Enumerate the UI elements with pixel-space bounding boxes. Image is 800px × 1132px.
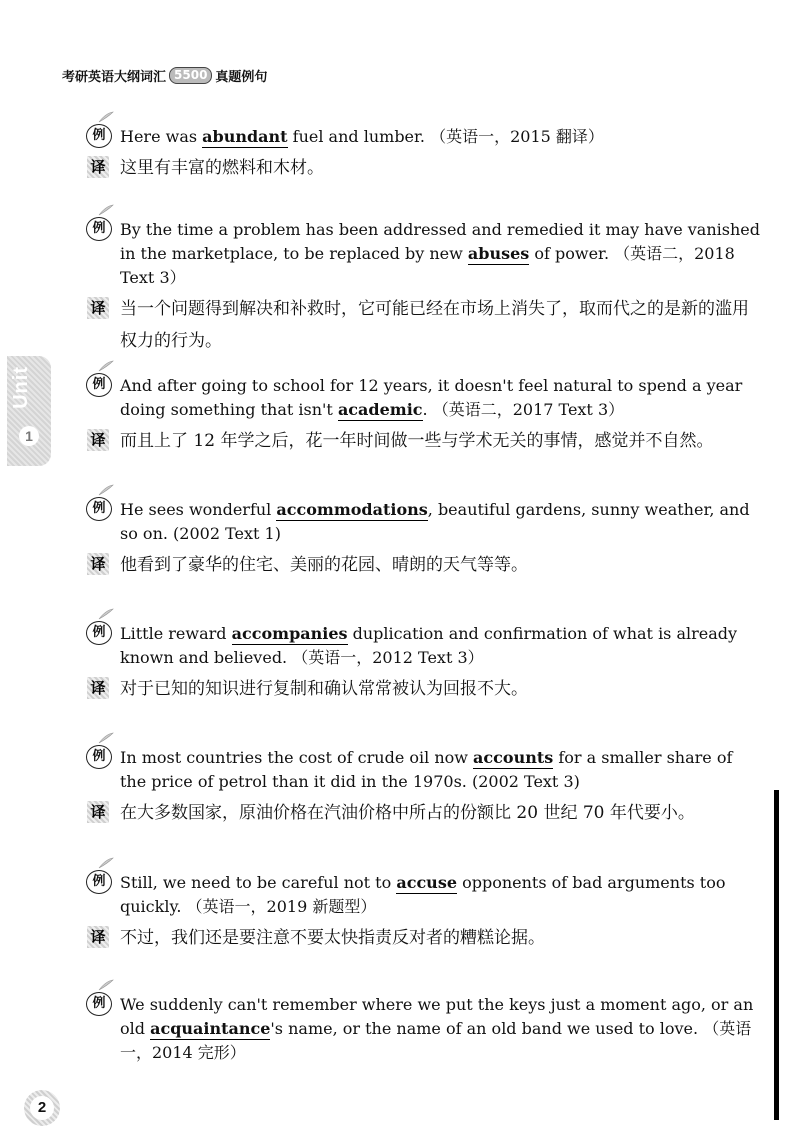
keyword: academic <box>337 400 423 419</box>
example-mark-glyph: 例 <box>86 497 112 521</box>
entry <box>84 374 760 457</box>
feather-icon <box>98 111 114 123</box>
example-sentence <box>84 622 760 670</box>
example-mark-icon <box>84 614 116 646</box>
example-mark-icon <box>84 738 116 770</box>
page-edge-rule <box>774 790 779 1120</box>
feather-icon <box>98 204 114 216</box>
example-mark-glyph: 例 <box>86 870 112 894</box>
translation-text: 在大多数国家，原油价格在汽油价格中所占的份额比 20 世纪 70 年代要小。 <box>120 803 695 823</box>
example-mark-icon <box>84 490 116 522</box>
example-mark-icon <box>84 117 116 149</box>
feather-icon <box>98 857 114 869</box>
example-sentence <box>84 993 760 1065</box>
unit-number: 1 <box>19 426 39 446</box>
keyword: accuse <box>396 873 457 892</box>
keyword: acquaintance <box>150 1019 271 1038</box>
feather-icon <box>98 608 114 620</box>
page-number: 2 <box>30 1096 54 1120</box>
example-sentence <box>84 374 760 422</box>
example-text-before: And after going to school for 12 years, it doesn't feel natural to spend a year doing something that isn't <box>120 376 743 419</box>
translation-mark-icon: 译 <box>87 926 109 948</box>
translation-mark-icon: 译 <box>87 156 109 178</box>
translation-text: 这里有丰富的燃料和木材。 <box>120 158 324 178</box>
example-text-after: duplication and confirmation of what is already known and believed. （英语一，2012 Text 3） <box>120 624 738 667</box>
page-header <box>62 66 267 85</box>
example-mark-glyph: 例 <box>86 373 112 397</box>
translation-sentence <box>84 425 760 457</box>
example-text-after: fuel and lumber. （英语一，2015 翻译） <box>287 127 604 146</box>
example-text-before: We suddenly can't remember where we put the keys just a moment ago, or an old <box>120 995 754 1038</box>
example-text-after: . （英语二，2017 Text 3） <box>422 400 625 419</box>
example-text-before: In most countries the cost of crude oil now <box>120 748 474 767</box>
keyword: accommodations <box>276 500 428 519</box>
translation-sentence <box>84 673 760 705</box>
example-text-before: By the time a problem has been addressed and remedied it may have vanished in the marketplace, to be replaced by new <box>120 220 760 263</box>
example-sentence <box>84 871 760 919</box>
header-title-suffix: 真题例句 <box>215 70 268 85</box>
translation-mark-icon: 译 <box>87 297 109 319</box>
example-text-before: Still, we need to be careful not to <box>120 873 397 892</box>
entry <box>84 218 760 357</box>
feather-icon <box>98 484 114 496</box>
example-mark-glyph: 例 <box>86 124 112 148</box>
example-sentence <box>84 498 760 546</box>
example-sentence <box>84 746 760 794</box>
translation-mark-icon: 译 <box>87 429 109 451</box>
example-mark-glyph: 例 <box>86 745 112 769</box>
entry <box>84 871 760 954</box>
translation-text: 当一个问题得到解决和补救时，它可能已经在市场上消失了，取而代之的是新的滥用权力的行为。 <box>120 299 749 351</box>
translation-sentence <box>84 152 760 184</box>
entry <box>84 622 760 705</box>
translation-text: 而且上了 12 年学之后，花一年时间做一些与学术无关的事情，感觉并不自然。 <box>120 431 714 451</box>
example-text-after: 's name, or the name of an old band we used to love. （英语一，2014 完形） <box>120 1019 752 1062</box>
keyword: accounts <box>473 748 554 767</box>
translation-text: 不过，我们还是要注意不要太快指责反对者的糟糕论据。 <box>120 928 545 948</box>
translation-mark-icon: 译 <box>87 677 109 699</box>
example-mark-icon <box>84 366 116 398</box>
example-text-after: for a smaller share of the price of petrol than it did in the 1970s. (2002 Text 3) <box>120 748 733 791</box>
translation-mark-icon: 译 <box>87 553 109 575</box>
example-mark-icon <box>84 985 116 1017</box>
translation-sentence <box>84 797 760 829</box>
example-sentence <box>84 218 760 290</box>
translation-mark-icon: 译 <box>87 801 109 823</box>
example-text-before: Little reward <box>120 624 232 643</box>
example-sentence <box>84 125 760 149</box>
translation-text: 对于已知的知识进行复制和确认常常被认为回报不大。 <box>120 679 528 699</box>
unit-side-tab <box>7 356 51 466</box>
example-text-before: He sees wonderful <box>120 500 277 519</box>
translation-sentence <box>84 293 760 357</box>
translation-sentence <box>84 549 760 581</box>
translation-text: 他看到了豪华的住宅、美丽的花园、晴朗的天气等等。 <box>120 555 528 575</box>
header-title-prefix: 考研英语大纲词汇 <box>62 70 167 85</box>
feather-icon <box>98 732 114 744</box>
example-mark-glyph: 例 <box>86 621 112 645</box>
example-text-after: opponents of bad arguments too quickly. （英语一，2019 新题型） <box>120 873 726 916</box>
entry <box>84 746 760 829</box>
keyword: abuses <box>467 244 530 263</box>
page-number-badge <box>24 1090 60 1126</box>
unit-label: Unit <box>10 366 32 409</box>
example-mark-icon <box>84 863 116 895</box>
entry <box>84 993 760 1065</box>
keyword: accompanies <box>231 624 348 643</box>
header-badge: 5500 <box>169 67 212 84</box>
feather-icon <box>98 360 114 372</box>
example-mark-glyph: 例 <box>86 992 112 1016</box>
entry <box>84 125 760 184</box>
example-text-after: , beautiful gardens, sunny weather, and so on. (2002 Text 1) <box>120 500 750 543</box>
example-mark-icon <box>84 210 116 242</box>
example-text-after: of power. （英语二，2018 Text 3） <box>120 244 735 287</box>
keyword: abundant <box>202 127 288 146</box>
translation-sentence <box>84 922 760 954</box>
example-mark-glyph: 例 <box>86 217 112 241</box>
example-text-before: Here was <box>120 127 203 146</box>
entry <box>84 498 760 581</box>
feather-icon <box>98 979 114 991</box>
